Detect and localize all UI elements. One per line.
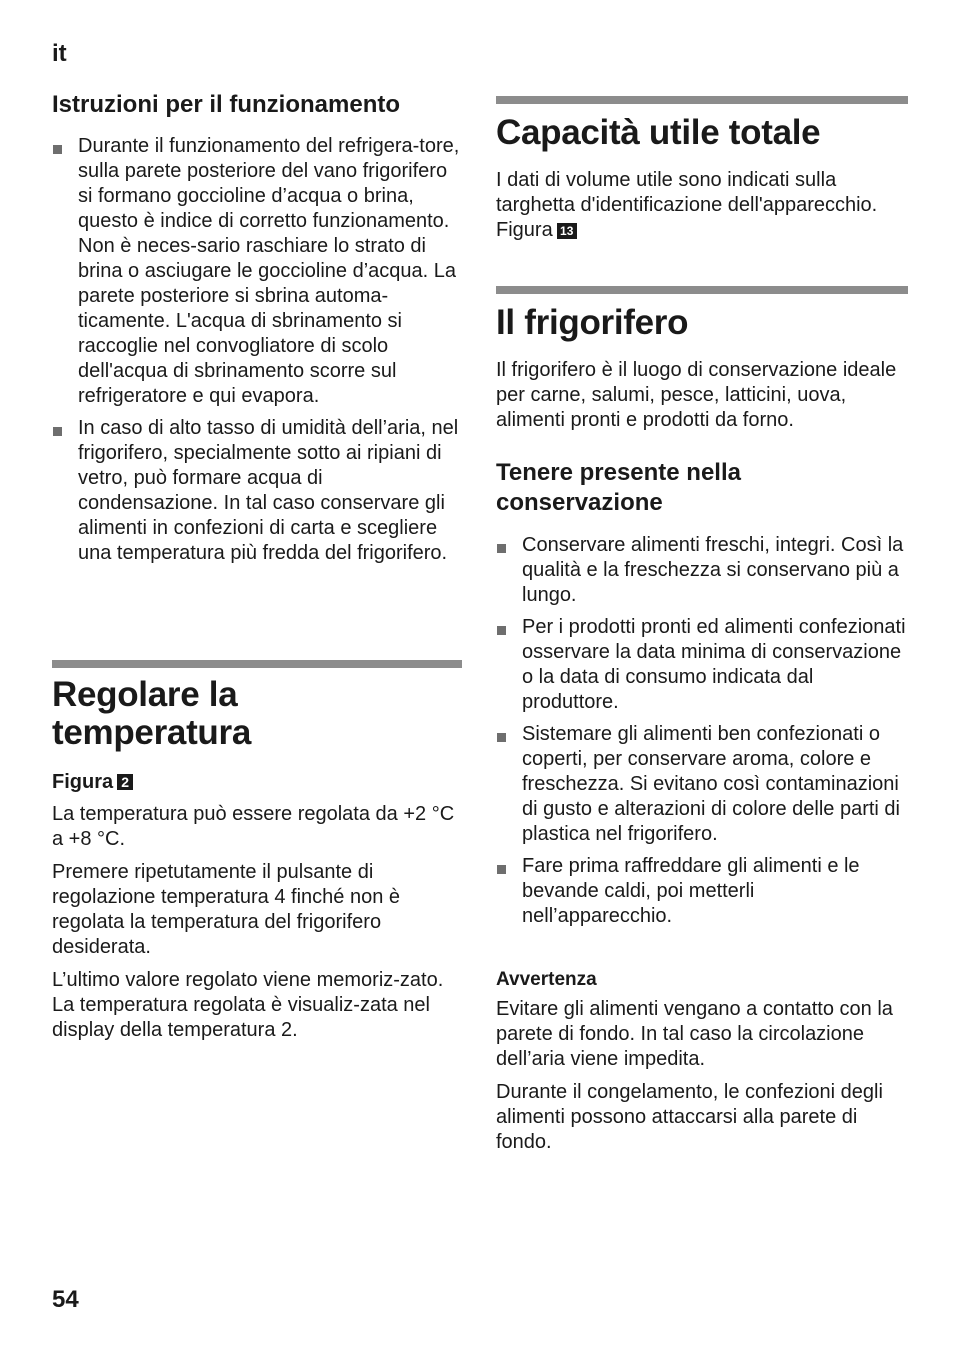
section-set-temperature [52, 676, 462, 752]
bullet-square-icon [497, 865, 506, 874]
section-title-line: Regolare la [52, 675, 238, 714]
section-divider [496, 286, 908, 294]
storage-list [496, 533, 908, 929]
section-total-capacity [496, 114, 908, 152]
list-item-text: Fare prima raffreddare gli alimenti e le bevande caldi, poi metterli nell’apparecchio. [522, 855, 860, 927]
paragraph: L’ultimo valore regolato viene memoriz-zato. La temperatura regolata è visualiz-zata nel display della temperatura 2. [52, 969, 444, 1041]
section-divider [496, 96, 908, 104]
list-item [496, 722, 908, 847]
figure-label: Figura [52, 771, 114, 793]
paragraph: Premere ripetutamente il pulsante di regolazione temperatura 4 finché non è regolata la temperatura del frigorifero desiderata. [52, 861, 401, 958]
figure-number-badge: 13 [557, 223, 577, 239]
list-item-text: Sistemare gli alimenti ben confezionati o coperti, per conservare aroma, colore e freschezza. Si evitano così contaminazioni di gusto e alterazioni di colore delle parti di plastica nel frigorifero. [522, 723, 900, 845]
list-item-text: In caso di alto tasso di umidità dell’aria, nel frigorifero, specialmente sotto ai ripiani di vetro, può formare acqua di condensazione. In tal caso conservare gli alimenti in confezioni di carta e scegliere una temperatura più fredda del frigorifero. [78, 417, 459, 564]
list-item-text: Conservare alimenti freschi, integri. Così la qualità e la freschezza si conservano più a lungo. [522, 534, 904, 606]
section-title: Capacità utile totale [496, 113, 821, 152]
list-item [52, 134, 462, 409]
paragraph-text: I dati di volume utile sono indicati sulla targhetta d'identificazione dell'apparecchio. Figura [496, 169, 878, 241]
paragraph: Il frigorifero è il luogo di conservazione ideale per carne, salumi, pesce, latticini, uova, alimenti pronti e prodotti da forno. [496, 359, 897, 431]
page-number: 54 [52, 1286, 79, 1313]
list-item-text: Durante il funzionamento del refrigera-tore, sulla parete posteriore del vano frigorifero si formano goccioline d’acqua o brina, questo è indice di corretto funzionamento. Non è neces-sario raschiare lo strato di brina o asciugare le goccioline d’acqua. La parete posteriore si sbrina automa-ticamente. L'acqua di sbrinamento si raccoglie nel convogliatore di scolo dell'acqua di sbrinamento scorre sul refrigeratore e qui evapora. [78, 135, 460, 407]
figure-reference [52, 770, 462, 795]
section-refrigerator [496, 304, 908, 342]
section-heading: Istruzioni per il funzionamento [52, 91, 400, 118]
figure-number-badge: 2 [117, 774, 133, 790]
section-divider [52, 660, 462, 668]
subsection-title-line: conservazione [496, 489, 663, 516]
paragraph: La temperatura può essere regolata da +2 °C a +8 °C. [52, 803, 455, 850]
section-operating-instructions [52, 90, 462, 120]
bullet-square-icon [53, 427, 62, 436]
list-item-text: Per i prodotti pronti ed alimenti confezionati osservare la data minima di conservazione o la data di consumo indicata dal produttore. [522, 616, 906, 713]
bullet-square-icon [497, 544, 506, 553]
list-item [496, 533, 908, 608]
bullet-square-icon [53, 145, 62, 154]
bullet-square-icon [497, 733, 506, 742]
paragraph: Evitare gli alimenti vengano a contatto con la parete di fondo. In tal caso la circolazione dell’aria viene impedita. [496, 998, 893, 1070]
note-label: Avvertenza [496, 969, 597, 990]
operating-instructions-list [52, 134, 462, 566]
paragraph [496, 168, 908, 243]
refrigerator-intro [496, 358, 908, 433]
temperature-text [52, 802, 462, 1043]
section-title: Il frigorifero [496, 303, 689, 342]
capacity-text [496, 168, 908, 243]
list-item [496, 615, 908, 715]
note-block [496, 967, 908, 1155]
list-item [496, 854, 908, 929]
language-code: it [52, 40, 67, 67]
paragraph: Durante il congelamento, le confezioni degli alimenti possono attaccarsi alla parete di fondo. [496, 1081, 883, 1153]
storage-subheading [496, 458, 908, 518]
subsection-title-line: Tenere presente nella [496, 459, 741, 486]
section-title-line: temperatura [52, 713, 251, 752]
list-item [52, 416, 462, 566]
bullet-square-icon [497, 626, 506, 635]
